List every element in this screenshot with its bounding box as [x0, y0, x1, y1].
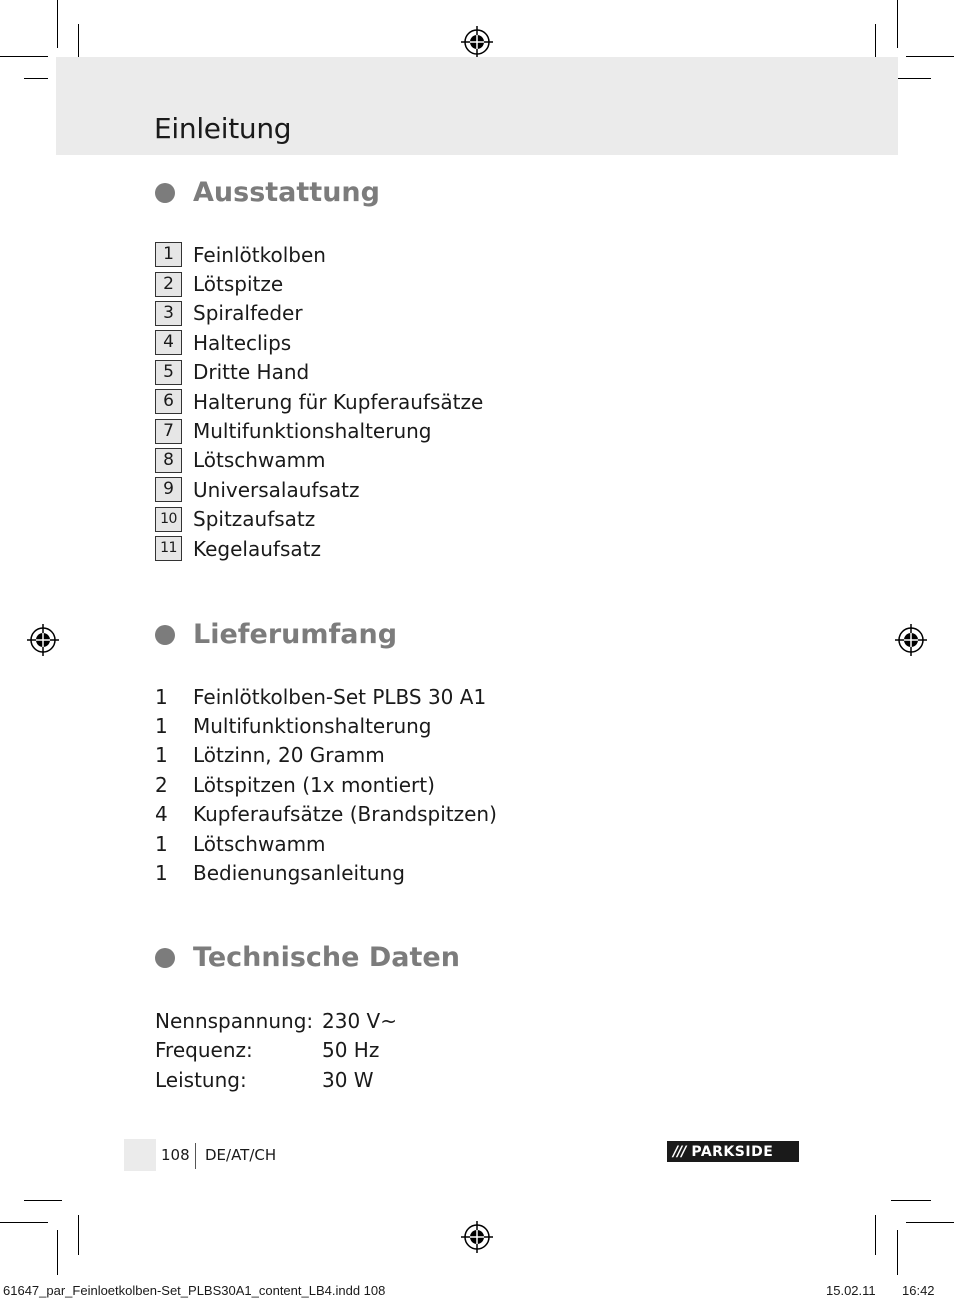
crop-mark-icon: [906, 56, 954, 57]
print-slug-file: 61647_par_Feinloetkolben-Set_PLBS30A1_content_LB4.indd 108: [3, 1283, 386, 1298]
registration-mark-icon: [27, 624, 59, 656]
brand-name: PARKSIDE: [691, 1143, 774, 1160]
list-item: [155, 446, 483, 475]
item-number-box: 11: [155, 536, 182, 561]
list-item: [155, 269, 483, 298]
list-item: [155, 328, 483, 357]
spec-label: Frequenz:: [155, 1038, 253, 1063]
item-quantity: 1: [155, 714, 168, 739]
print-slug-time: 16:42: [902, 1283, 935, 1298]
item-label: Universalaufsatz: [193, 477, 360, 502]
list-item: [155, 800, 497, 829]
crop-mark-icon: [24, 1200, 62, 1201]
list-item: [155, 741, 497, 770]
spec-value: 30 W: [322, 1067, 374, 1092]
crop-mark-icon: [906, 1222, 954, 1223]
item-label: Kupferaufsätze (Brandspitzen): [193, 802, 497, 827]
registration-mark-icon: [461, 26, 493, 58]
list-item: [155, 711, 497, 740]
item-label: Lötschwamm: [193, 448, 326, 473]
list-item: [155, 299, 483, 328]
item-number-box: 9: [155, 477, 182, 502]
bullet-icon: [155, 183, 175, 203]
crop-mark-icon: [897, 1230, 898, 1275]
list-item: [155, 770, 497, 799]
table-row: [155, 1036, 397, 1066]
table-row: [155, 1006, 397, 1036]
parkside-logo: [667, 1141, 799, 1162]
item-label: Lötzinn, 20 Gramm: [193, 743, 385, 768]
item-quantity: 1: [155, 684, 168, 709]
section-heading-text: Technische Daten: [193, 942, 460, 973]
list-item: [155, 387, 483, 416]
list-item: [155, 829, 497, 858]
registration-mark-icon: [461, 1221, 493, 1253]
page-number-box: [124, 1139, 156, 1171]
list-item: [155, 682, 497, 711]
crop-mark-icon: [78, 1215, 79, 1255]
section-heading-text: Ausstattung: [193, 177, 380, 208]
item-quantity: 1: [155, 743, 168, 768]
item-quantity: 1: [155, 861, 168, 886]
crop-mark-icon: [0, 1222, 48, 1223]
item-label: Feinlötkolben: [193, 242, 326, 267]
item-label: Lötschwamm: [193, 831, 326, 856]
item-label: Dritte Hand: [193, 360, 310, 385]
item-label: Halteclips: [193, 330, 292, 355]
item-number-box: 1: [155, 242, 182, 267]
item-number-box: 5: [155, 360, 182, 385]
page-title: Einleitung: [154, 112, 292, 145]
footer-divider: [195, 1143, 196, 1169]
spec-value: 230 V~: [322, 1008, 397, 1033]
list-item: [155, 505, 483, 534]
item-label: Lötspitzen (1x montiert): [193, 772, 435, 797]
item-quantity: 1: [155, 831, 168, 856]
bullet-icon: [155, 948, 175, 968]
section-heading-lieferumfang: [155, 619, 397, 650]
crop-mark-icon: [897, 0, 898, 48]
list-item: [155, 858, 497, 887]
item-number-box: 10: [155, 507, 182, 532]
item-label: Feinlötkolben-Set PLBS 30 A1: [193, 684, 487, 709]
item-number-box: 7: [155, 419, 182, 444]
item-quantity: 2: [155, 772, 168, 797]
list-item: [155, 240, 483, 269]
section-heading-text: Lieferumfang: [193, 619, 398, 650]
item-number-box: 3: [155, 301, 182, 326]
item-label: Kegelaufsatz: [193, 536, 321, 561]
crop-mark-icon: [57, 0, 58, 48]
list-item: [155, 416, 483, 445]
item-label: Multifunktionshalterung: [193, 419, 432, 444]
item-label: Spiralfeder: [193, 301, 303, 326]
item-label: Spitzaufsatz: [193, 507, 316, 532]
item-number-box: 8: [155, 448, 182, 473]
item-label: Multifunktionshalterung: [193, 714, 432, 739]
ausstattung-list: [155, 240, 483, 563]
crop-mark-icon: [875, 1215, 876, 1255]
item-label: Halterung für Kupferaufsätze: [193, 389, 484, 414]
crop-mark-icon: [891, 1200, 931, 1201]
section-heading-technische-daten: [155, 942, 460, 973]
page-number: 108: [161, 1146, 190, 1164]
region-label: DE/AT/CH: [205, 1146, 277, 1164]
registration-mark-icon: [895, 624, 927, 656]
item-label: Bedienungsanleitung: [193, 861, 405, 886]
item-number-box: 4: [155, 330, 182, 355]
spec-table: [155, 1006, 397, 1095]
spec-label: Nennspannung:: [155, 1008, 314, 1033]
crop-mark-icon: [57, 1230, 58, 1275]
section-heading-ausstattung: [155, 177, 380, 208]
logo-stripes: ///: [673, 1143, 686, 1160]
crop-mark-icon: [0, 56, 48, 57]
print-slug-date: 15.02.11: [826, 1283, 876, 1298]
list-item: [155, 358, 483, 387]
item-number-box: 6: [155, 389, 182, 414]
list-item: [155, 475, 483, 504]
item-number-box: 2: [155, 272, 182, 297]
crop-mark-icon: [24, 78, 48, 79]
bullet-icon: [155, 625, 175, 645]
item-quantity: 4: [155, 802, 168, 827]
table-row: [155, 1065, 397, 1095]
list-item: [155, 534, 483, 563]
lieferumfang-list: [155, 682, 497, 888]
spec-value: 50 Hz: [322, 1038, 380, 1063]
item-label: Lötspitze: [193, 272, 284, 297]
spec-label: Leistung:: [155, 1067, 247, 1092]
